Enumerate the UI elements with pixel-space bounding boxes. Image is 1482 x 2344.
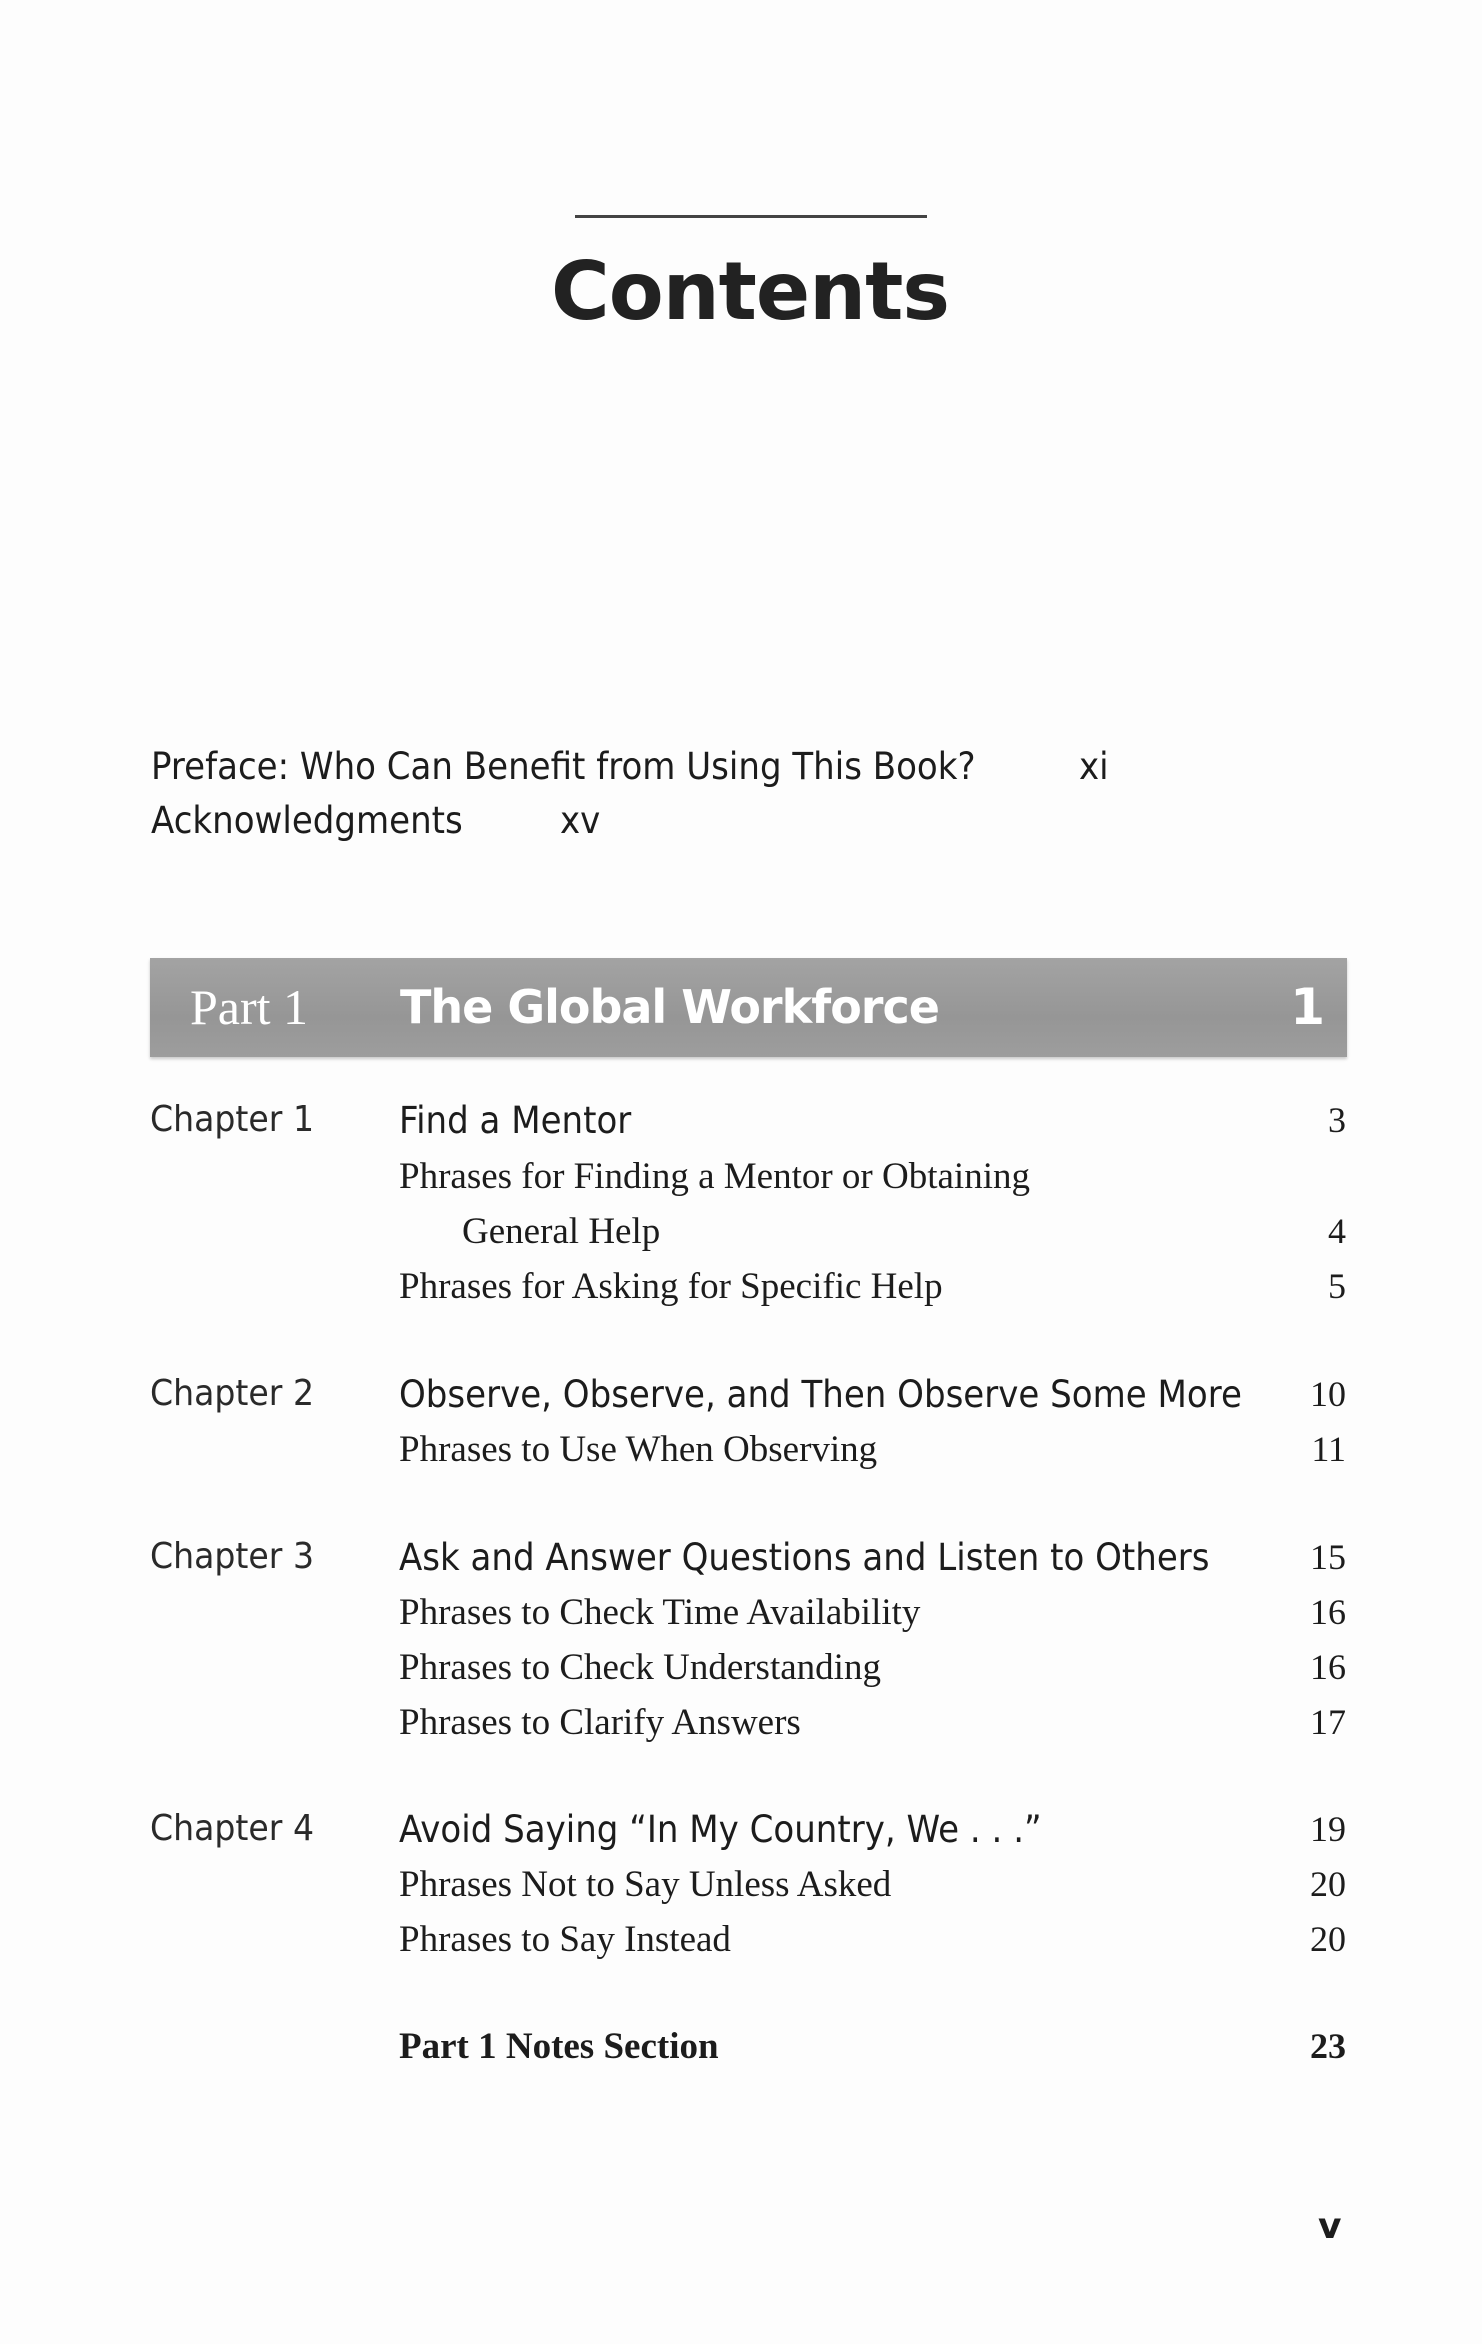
section-page: 16 bbox=[1310, 1647, 1346, 1687]
chapter-label: Chapter 2 bbox=[150, 1373, 315, 1414]
part-page: 1 bbox=[1290, 978, 1325, 1036]
section-title: Phrases Not to Say Unless Asked bbox=[399, 1864, 892, 1905]
chapter-page: 19 bbox=[1310, 1809, 1346, 1849]
part-banner bbox=[150, 958, 1347, 1057]
section-title: Phrases to Clarify Answers bbox=[399, 1702, 801, 1743]
notes-section-page: 23 bbox=[1310, 2026, 1346, 2066]
section-title: Phrases to Use When Observing bbox=[399, 1429, 878, 1470]
title-rule bbox=[575, 215, 927, 218]
notes-section-title: Part 1 Notes Section bbox=[399, 2026, 719, 2067]
section-page: 11 bbox=[1311, 1429, 1346, 1469]
page-folio: v bbox=[1318, 2206, 1342, 2247]
chapter-page: 10 bbox=[1310, 1374, 1346, 1414]
part-label: Part 1 bbox=[190, 979, 309, 1035]
toc-page-acknowledgments: xv bbox=[560, 799, 601, 842]
section-page: 20 bbox=[1310, 1864, 1346, 1904]
toc-entry-preface: Preface: Who Can Benefit from Using This Book? bbox=[151, 745, 976, 788]
toc-page-preface: xi bbox=[1079, 745, 1109, 788]
chapter-page: 3 bbox=[1328, 1100, 1346, 1140]
section-page: 20 bbox=[1310, 1919, 1346, 1959]
chapter-label: Chapter 3 bbox=[150, 1536, 315, 1577]
page-title: Contents bbox=[551, 245, 949, 338]
section-title: Phrases to Check Time Availability bbox=[399, 1592, 921, 1633]
toc-entry-acknowledgments: Acknowledgments bbox=[151, 799, 463, 842]
section-title: Phrases to Say Instead bbox=[399, 1919, 731, 1960]
chapter-label: Chapter 1 bbox=[150, 1099, 315, 1140]
chapter-label: Chapter 4 bbox=[150, 1808, 315, 1849]
section-title: Phrases for Asking for Specific Help bbox=[399, 1266, 943, 1307]
chapter-page: 15 bbox=[1310, 1537, 1346, 1577]
section-page: 16 bbox=[1310, 1592, 1346, 1632]
section-page: 4 bbox=[1328, 1211, 1346, 1251]
chapter-title: Avoid Saying “In My Country, We . . .” bbox=[399, 1808, 1042, 1851]
section-page: 17 bbox=[1310, 1702, 1346, 1742]
chapter-title: Ask and Answer Questions and Listen to Others bbox=[399, 1536, 1210, 1579]
chapter-title: Observe, Observe, and Then Observe Some More bbox=[399, 1373, 1242, 1416]
section-page: 5 bbox=[1328, 1266, 1346, 1306]
part-title: The Global Workforce bbox=[400, 980, 939, 1034]
section-title: Phrases for Finding a Mentor or Obtaining bbox=[399, 1156, 1030, 1197]
section-title-continued: General Help bbox=[462, 1211, 661, 1252]
chapter-title: Find a Mentor bbox=[399, 1099, 632, 1142]
section-title: Phrases to Check Understanding bbox=[399, 1647, 881, 1688]
